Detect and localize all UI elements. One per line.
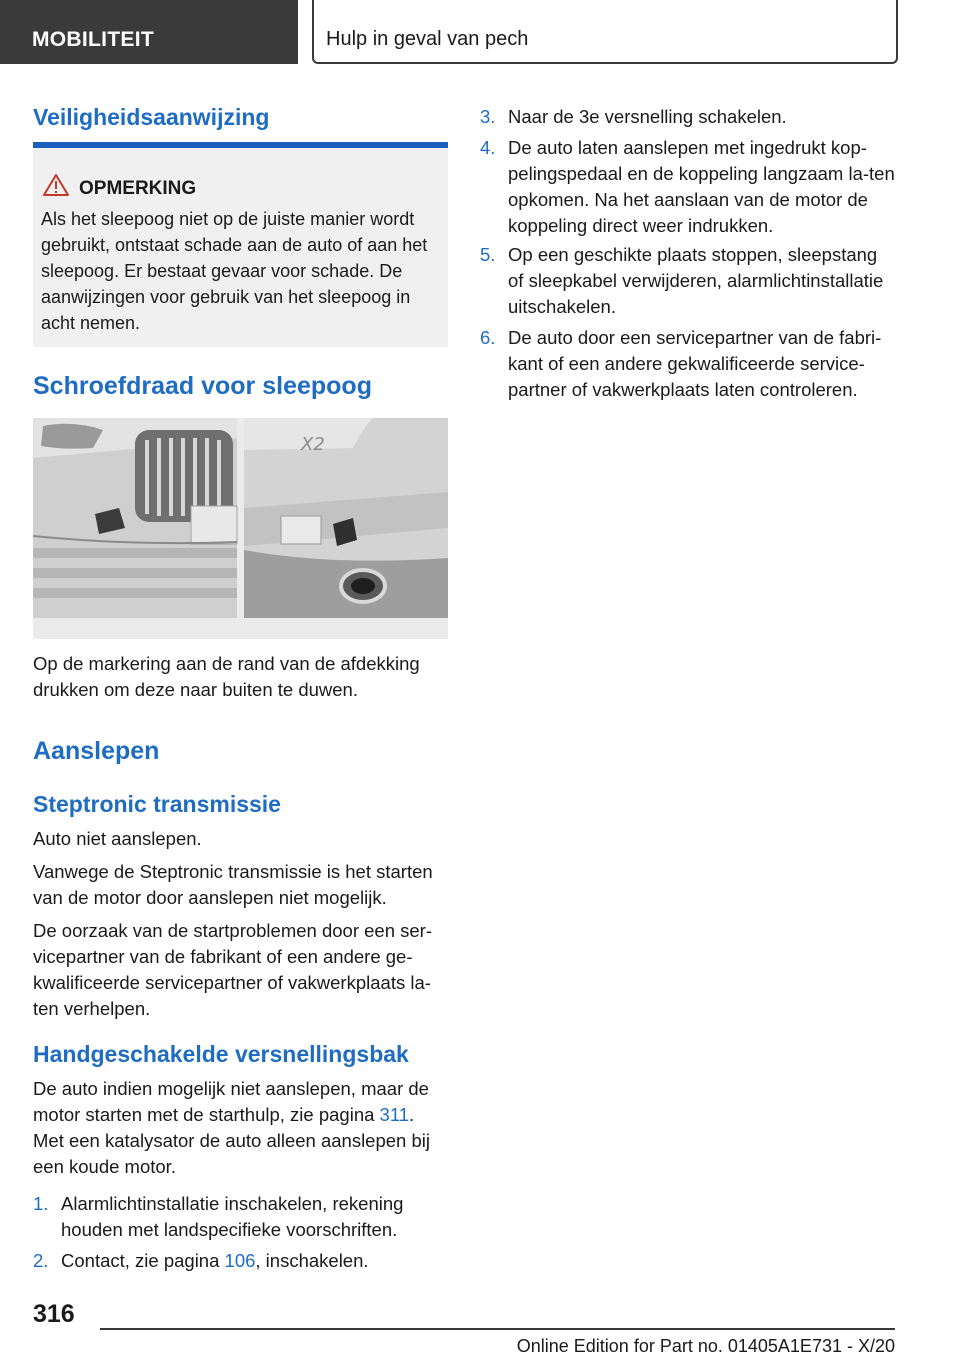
manual-p1-text: De auto indien mogelijk niet aanslepen, maar de motor starten met de starthulp, zie pagina — [33, 1078, 429, 1125]
step-text: Naar de 3e versnelling schakelen. — [508, 106, 787, 127]
step-text: Alarmlichtinstallatie inschakelen, rekening houden met landspecifieke voorschriften. — [61, 1193, 404, 1240]
footer-edition: Online Edition for Part no. 01405A1E731 - X/20 — [516, 1336, 895, 1356]
steptronic-p2: Vanwege de Steptronic transmissie is het starten van de motor door aanslepen niet mogelijk. — [33, 861, 433, 908]
steptronic-p1: Auto niet aanslepen. — [33, 828, 202, 849]
header-chapter-label: Hulp in geval van pech — [326, 28, 529, 50]
step-text: De auto door een servicepartner van de fabri-kant of een andere gekwalificeerde service-partner of vakwerkplaats laten controleren. — [508, 327, 882, 400]
step-number: 6. — [480, 327, 496, 348]
warning-triangle-icon — [43, 173, 69, 197]
header-chapter-box — [312, 0, 898, 64]
manual-p1 — [33, 1076, 448, 1128]
step-text: Op een geschikte plaats stoppen, sleepstang of sleepkabel verwijderen, alarmlichtinstallatie uitschakelen. — [508, 244, 884, 317]
footer-divider — [100, 1328, 895, 1330]
step-number: 1. — [33, 1193, 49, 1214]
manual-heading: Handgeschakelde versnellingsbak — [33, 1041, 409, 1067]
step-text — [61, 1248, 448, 1274]
towing-heading: Aanslepen — [33, 737, 160, 765]
notice-label: OPMERKING — [79, 178, 197, 199]
towing-eye-cover-illustration — [33, 418, 448, 639]
step-number: 2. — [33, 1250, 49, 1271]
header-section-label: MOBILITEIT — [32, 28, 154, 51]
safety-heading: Veiligheidsaanwijzing — [33, 104, 270, 130]
step-number: 4. — [480, 137, 496, 158]
svg-text:X2: X2 — [301, 434, 325, 455]
step-text-part: , inschakelen. — [255, 1250, 369, 1271]
manual-p2: Met een katalysator de auto alleen aanslepen bij een koude motor. — [33, 1130, 430, 1177]
step-text-part: Contact, zie pagina — [61, 1250, 225, 1271]
thread-caption: Op de markering aan de rand van de afdekking drukken om deze naar buiten te duwen. — [33, 653, 420, 700]
steptronic-heading: Steptronic transmissie — [33, 791, 281, 817]
step-number: 3. — [480, 106, 496, 127]
page-link-311[interactable]: 311 — [379, 1104, 410, 1125]
page-link-106[interactable]: 106 — [224, 1250, 256, 1271]
page-number: 316 — [33, 1300, 75, 1328]
step-number: 5. — [480, 244, 496, 265]
step-text: De auto laten aanslepen met ingedrukt kop-pelingspedaal en de koppeling langzaam la-ten opkomen. Na het aanslaan van de motor de koppeling direct weer indrukken. — [508, 137, 895, 236]
notice-box — [33, 142, 448, 347]
notice-text: Als het sleepoog niet op de juiste manier wordt gebruikt, ontstaat schade aan de auto of aan het sleepoog. Er bestaat gevaar voor schade. De aanwijzingen voor gebruik van het sleepoog in acht nemen. — [41, 209, 428, 333]
header-section-tab — [0, 0, 298, 64]
manual-p1-end: . — [409, 1104, 415, 1125]
thread-heading: Schroefdraad voor sleepoog — [33, 372, 372, 400]
steptronic-p3: De oorzaak van de startproblemen door een ser-vicepartner van de fabrikant of een andere ge-kwalificeerde servicepartner of vakwerkplaats la-ten verhelpen. — [33, 920, 432, 1019]
